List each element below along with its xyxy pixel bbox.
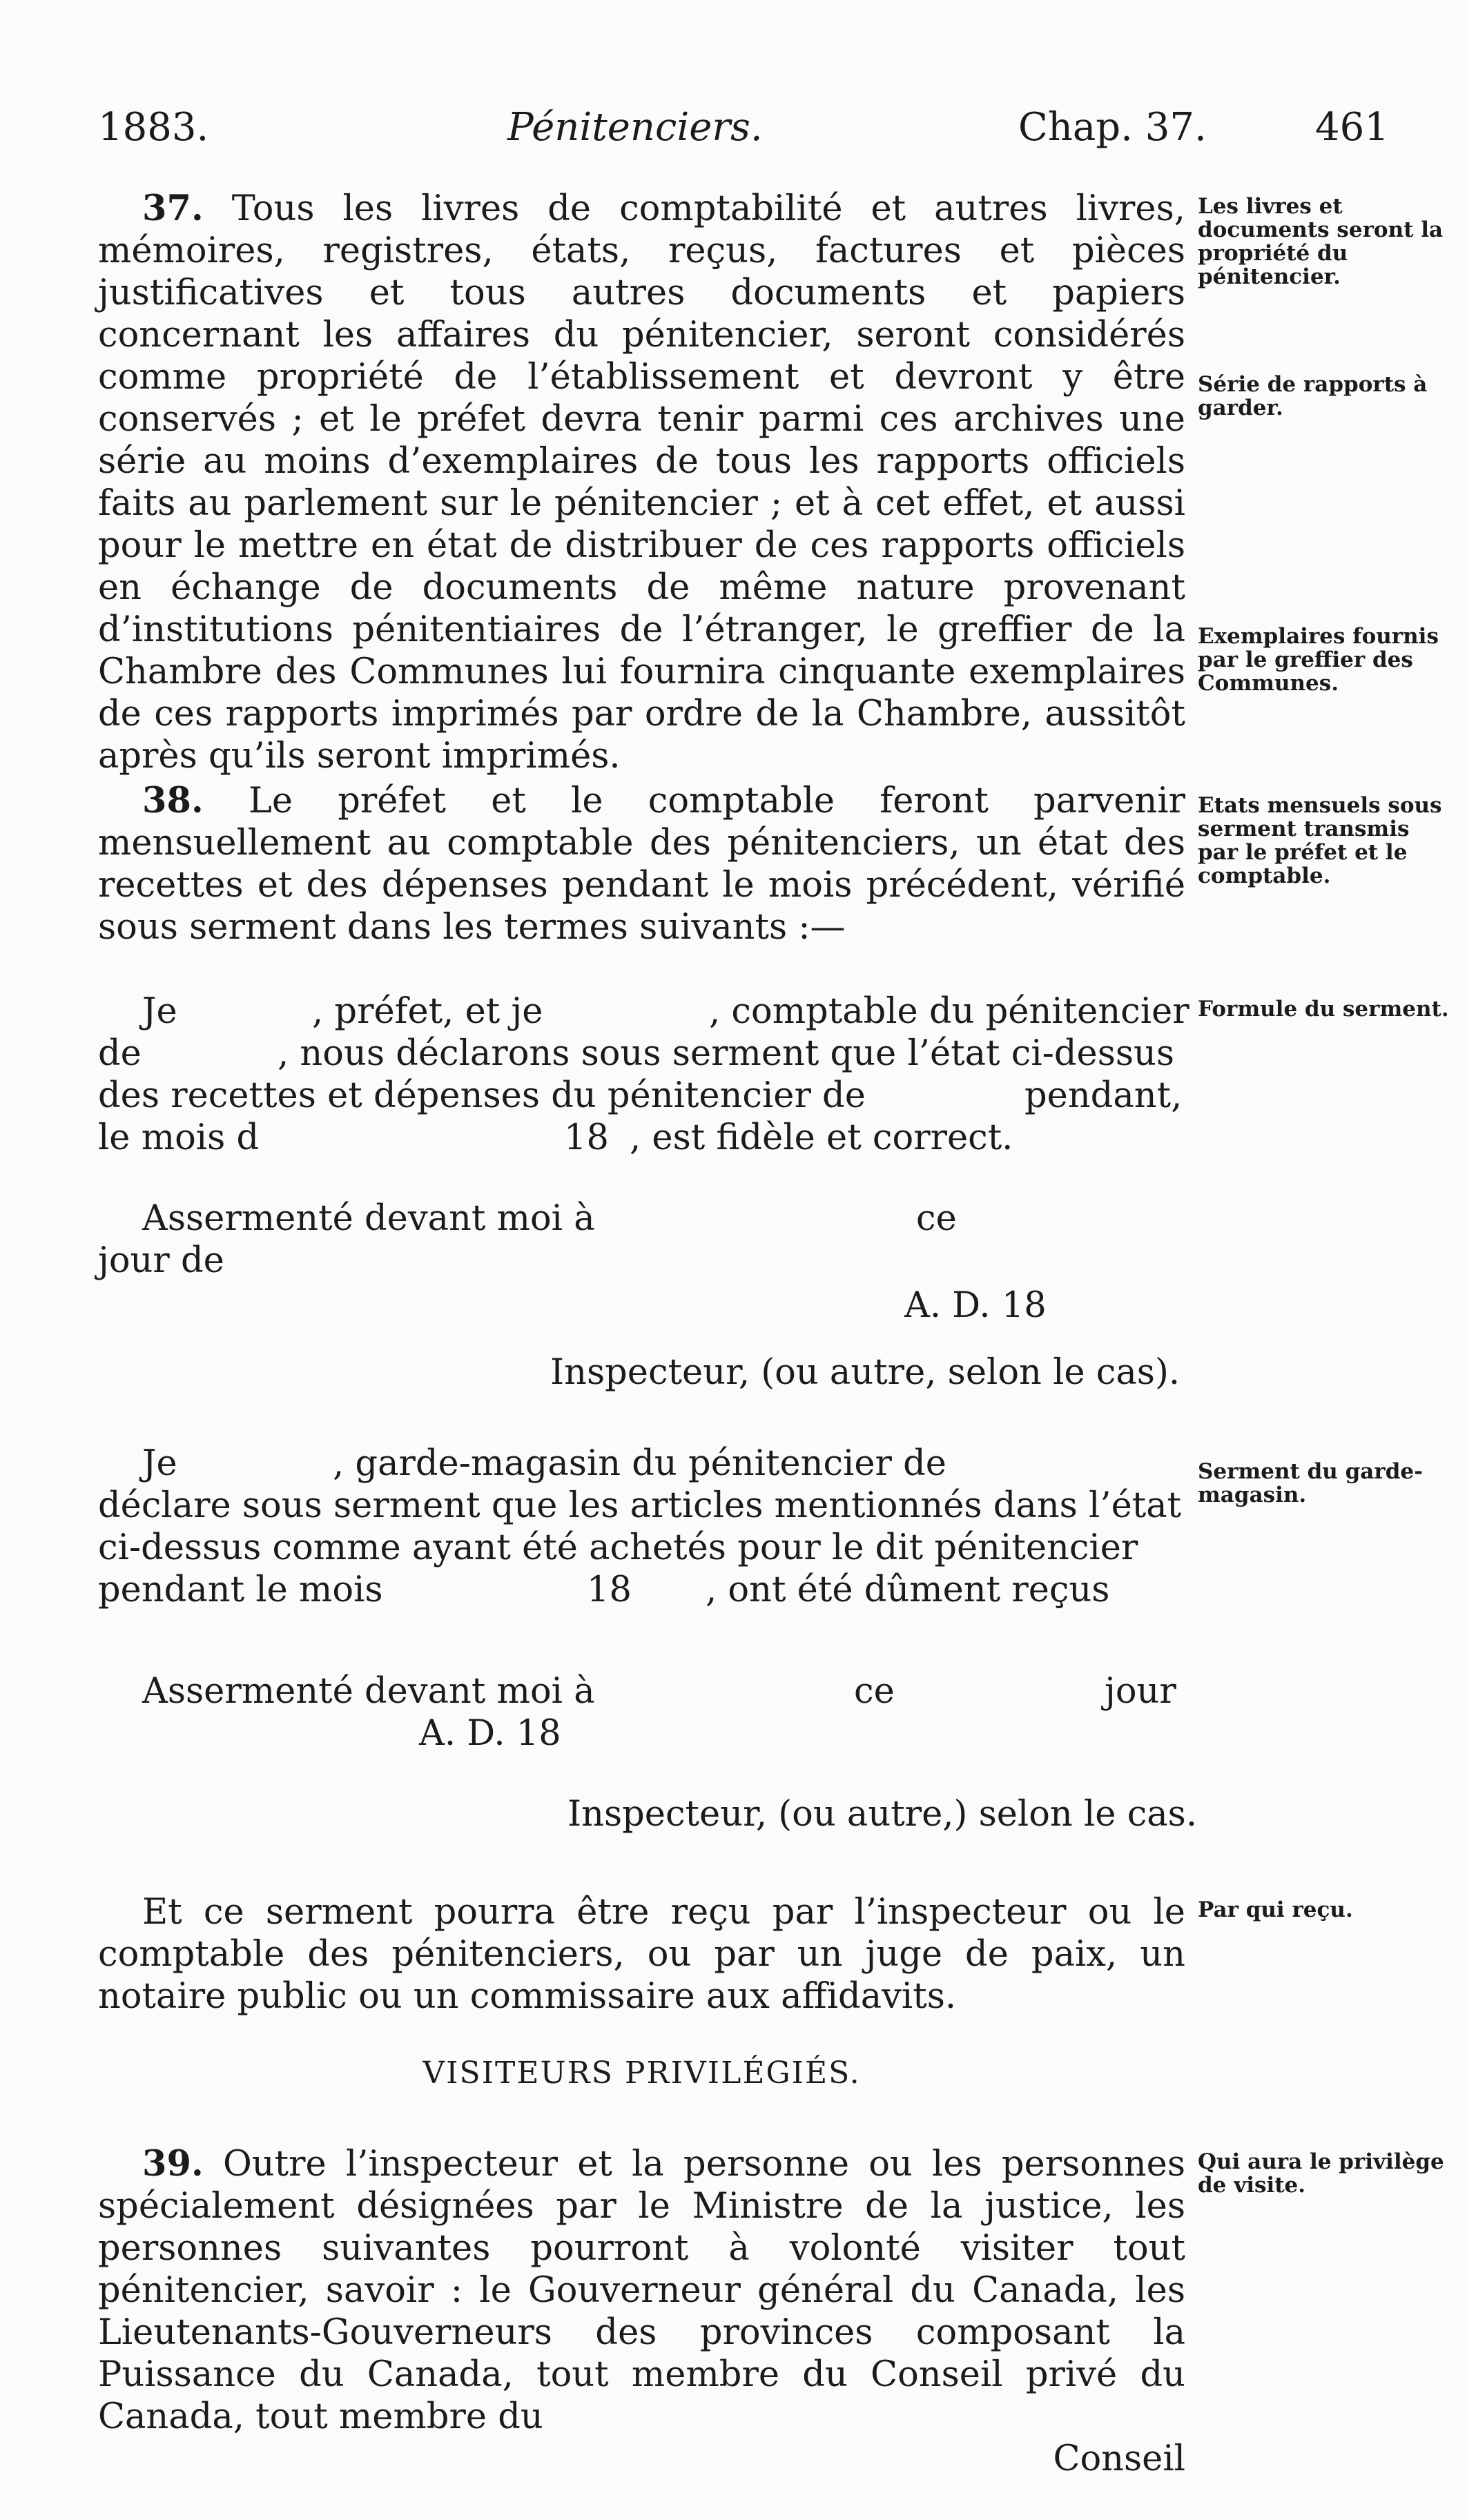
oath-form-storekeeper (98, 1443, 1185, 1611)
form-text: ce (916, 1198, 957, 1239)
form-text: Assermenté devant moi à (142, 1198, 595, 1239)
form-line (98, 1198, 1185, 1240)
form-line (98, 1285, 1185, 1327)
header-year: 1883. (98, 105, 209, 150)
section-number: 37. (142, 188, 204, 229)
margin-note: Les livres et documents seront la propriété du pénitencier. (1198, 194, 1444, 289)
margin-note: Exemplaires fournis par le greffier des Communes. (1198, 624, 1439, 696)
section-number: 38. (142, 780, 204, 821)
form-text: , est fidèle et correct. (630, 1117, 1013, 1158)
form-line (98, 1033, 1185, 1075)
section-text: Le préfet et le comptable feront parvenir mensuellement au comptable des pénitenciers, un état des recettes et des dépenses pendant le mois précédent, vérifié sous serment dans les termes suivants :— (98, 781, 1185, 948)
margin-note: Formule du serment. (1198, 997, 1449, 1022)
form-text: , nous déclarons sous serment que l’état ci-dessus (278, 1033, 1175, 1074)
form-text: A. D. 18 (904, 1285, 1047, 1326)
section-39 (98, 2143, 1185, 2480)
form-line (98, 1443, 1185, 1485)
header-page-number: 461 (1315, 105, 1389, 150)
form-text: de (98, 1033, 142, 1074)
section-text: Tous les livres de comptabilité et autres livres, mémoires, registres, états, reçus, factures et pièces justificatives et tous autres documents et papiers concernant les affaires du pénitencier, seront considérés comme propriété de l’établissement et devront y être conservés ; et le préfet devra tenir parmi ces archives une série au moins d’exemplaires de tous les rapports officiels faits au parlement sur le pénitencier ; et à cet effet, et aussi pour le mettre en état de distribuer de ces rapports officiels en échange de documents de même nature provenant d’institutions pénitentiaires de l’étranger, le greffier de la Chambre des Communes lui fournira cinquante exemplaires de ces rapports imprimés par ordre de la Chambre, aussitôt après qu’ils seront imprimés. (98, 188, 1185, 776)
form-line (98, 990, 1189, 1033)
form-text: pendant, (1024, 1075, 1183, 1116)
form-text: , comptable du pénitencier (709, 991, 1189, 1032)
form-text: déclare sous serment que les articles mentionnés dans l’état (98, 1485, 1182, 1526)
paragraph-text: Et ce serment pourra être reçu par l’inspecteur ou le comptable des pénitenciers, ou par un juge de paix, un notaire public ou un commissaire aux affidavits. (98, 1892, 1185, 2017)
section-37 (98, 188, 1185, 777)
margin-note: Qui aura le privilège de visite. (1198, 2149, 1444, 2198)
margin-note: Par qui reçu. (1198, 1897, 1353, 1922)
jurat-2 (98, 1670, 1198, 1835)
form-line (98, 1670, 1185, 1712)
header-chapter: Chap. 37. (1018, 105, 1207, 150)
signature-line: Inspecteur, (ou autre, selon le cas). (550, 1352, 1181, 1393)
form-line (98, 1351, 1185, 1394)
section-number: 39. (142, 2143, 204, 2185)
catchword: Conseil (1053, 2439, 1185, 2479)
form-line (98, 1793, 1198, 1835)
margin-note: Serment du garde-magasin. (1198, 1459, 1423, 1507)
form-line (98, 1075, 1185, 1117)
form-text: ce (854, 1671, 895, 1712)
header-title: Pénitenciers. (507, 105, 763, 150)
form-line (98, 1712, 1185, 1755)
form-text: Je (142, 991, 177, 1032)
section-38 (98, 780, 1185, 948)
form-text: A. D. 18 (419, 1713, 561, 1754)
form-text: pendant le mois (98, 1570, 383, 1610)
form-line (98, 1117, 1185, 1159)
section-heading: VISITEURS PRIVILÉGIÉS. (422, 2055, 861, 2091)
form-text: , préfet, et je (312, 991, 543, 1032)
form-line (98, 1569, 1185, 1611)
form-text: le mois d (98, 1117, 260, 1158)
form-text: ci-dessus comme ayant été achetés pour le dit pénitencier (98, 1527, 1138, 1568)
form-text: , ont été dûment reçus (706, 1570, 1110, 1610)
section-text: Outre l’inspecteur et la personne ou les personnes spécialement désignées par le Ministre de la justice, les personnes suivantes pourront à volonté visiter tout pénitencier, savoir : le Gouverneur général du Canada, les Lieutenants-Gouverneurs des provinces composant la Puissance du Canada, tout membre du Conseil privé du Canada, tout membre du (98, 2144, 1185, 2437)
form-text: Assermenté devant moi à (142, 1671, 595, 1712)
form-text: jour de (98, 1240, 224, 1281)
jurat-1 (98, 1198, 1185, 1394)
form-text: jour (1105, 1671, 1176, 1712)
oath-receipt-paragraph (98, 1891, 1185, 2018)
form-text: , garde-magasin du pénitencier de (333, 1443, 946, 1484)
form-text: Je (142, 1443, 177, 1484)
form-line (98, 1240, 1185, 1282)
form-text: 18 (564, 1117, 609, 1158)
form-text: 18 (587, 1570, 632, 1610)
margin-note: Série de rapports à garder. (1198, 372, 1428, 420)
signature-line: Inspecteur, (ou autre,) selon le cas. (567, 1794, 1198, 1835)
oath-form-accountant (98, 990, 1189, 1159)
form-text: des recettes et dépenses du pénitencier de (98, 1075, 866, 1116)
margin-note: Etats mensuels sous serment transmis par le préfet et le comptable. (1198, 793, 1442, 888)
